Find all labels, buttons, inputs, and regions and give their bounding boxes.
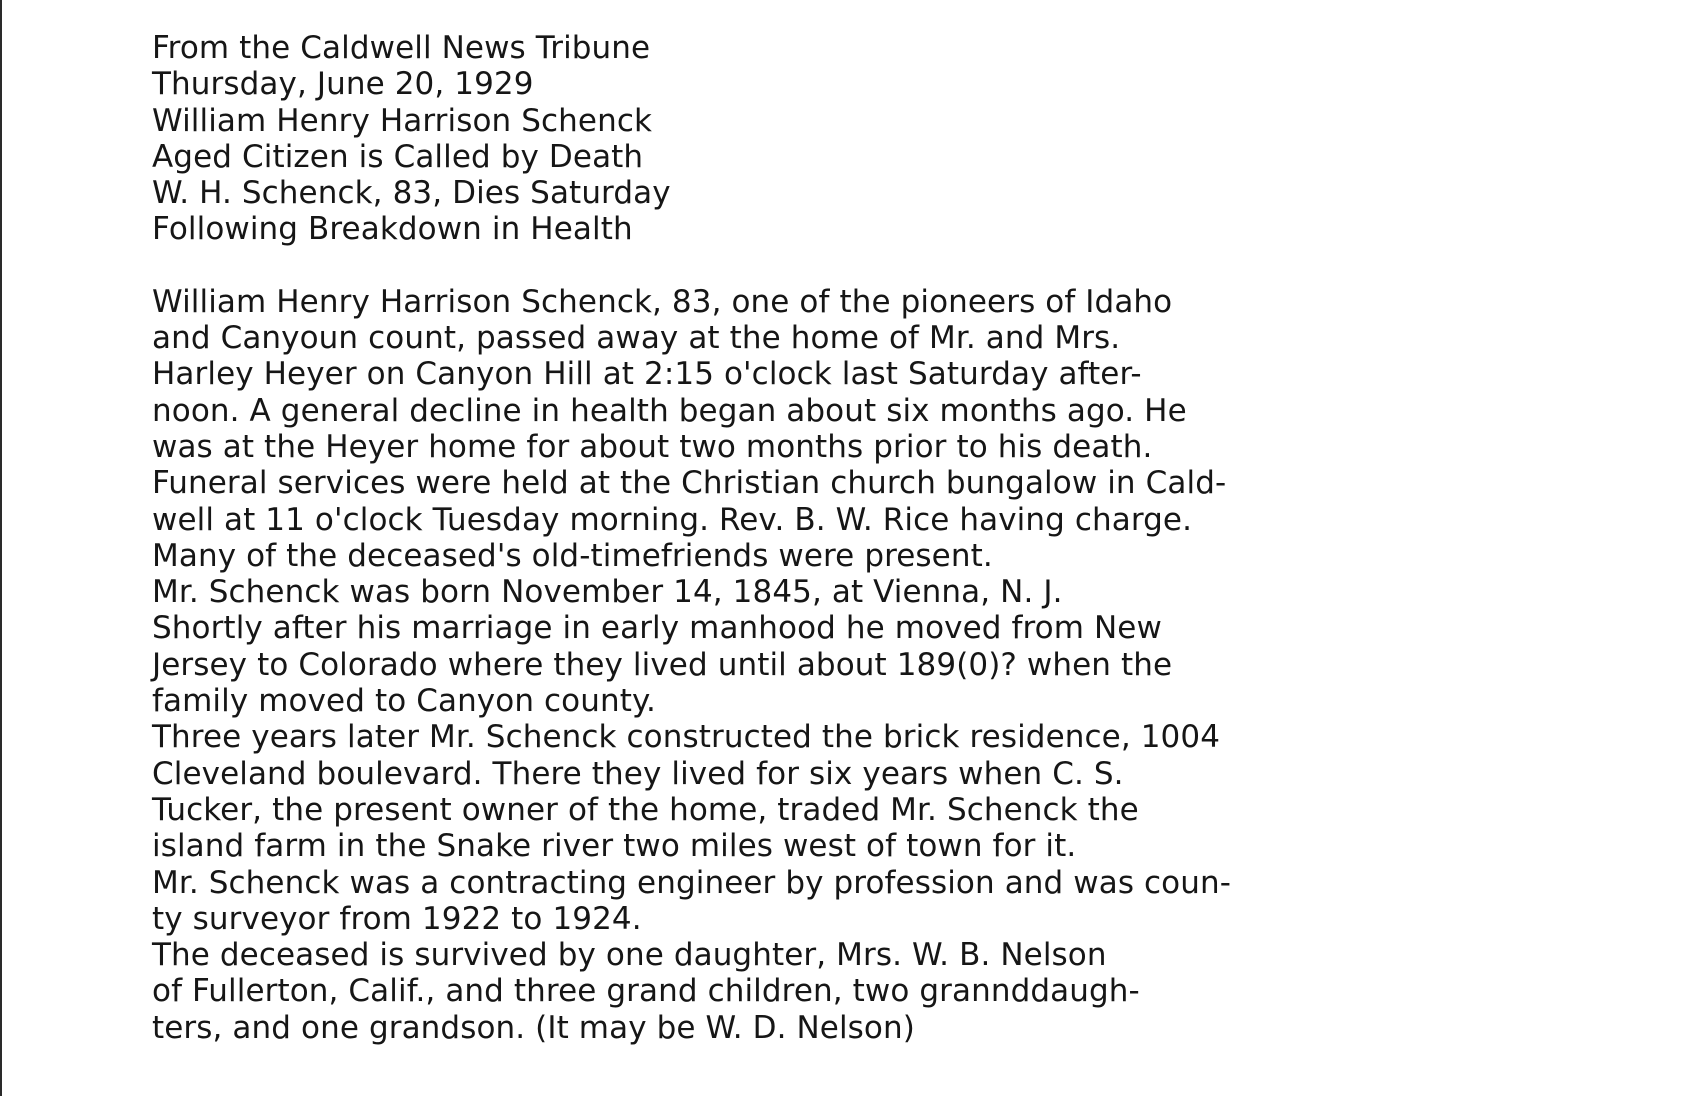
document-page — [152, 30, 1272, 1046]
body-line: was at the Heyer home for about two months prior to his death. — [152, 428, 1153, 465]
body-line: William Henry Harrison Schenck, 83, one of the pioneers of Idaho — [152, 283, 1173, 320]
body-line: family moved to Canyon county. — [152, 683, 656, 720]
page-left-border — [0, 0, 2, 1096]
body-line: The deceased is survived by one daughter, Mrs. W. B. Nelson — [152, 937, 1107, 974]
header-line: W. H. Schenck, 83, Dies Saturday — [152, 175, 671, 212]
header-line: Aged Citizen is Called by Death — [152, 138, 644, 175]
header-line: Thursday, June 20, 1929 — [152, 66, 534, 103]
body-line: and Canyoun count, passed away at the home of Mr. and Mrs. — [152, 320, 1121, 357]
body-line: noon. A general decline in health began about six months ago. He — [152, 392, 1187, 429]
body-line: Cleveland boulevard. There they lived for six years when C. S. — [152, 755, 1124, 792]
header-line: From the Caldwell News Tribune — [152, 30, 651, 66]
body-line: island farm in the Snake river two miles west of town for it. — [152, 828, 1077, 865]
body-line: well at 11 o'clock Tuesday morning. Rev. B. W. Rice having charge. — [152, 501, 1193, 538]
body-line: ters, and one grandson. (It may be W. D. Nelson) — [152, 1009, 915, 1046]
body-line: Mr. Schenck was born November 14, 1845, at Vienna, N. J. — [152, 574, 1063, 611]
header-line: Following Breakdown in Health — [152, 211, 633, 248]
article-body — [152, 284, 1272, 1046]
body-line: Jersey to Colorado where they lived until about 189(0)? when the — [152, 646, 1173, 683]
body-line: Tucker, the present owner of the home, traded Mr. Schenck the — [152, 791, 1139, 828]
body-line: Harley Heyer on Canyon Hill at 2:15 o'clock last Saturday after- — [152, 356, 1142, 393]
article-header — [152, 30, 1272, 248]
body-line: ty surveyor from 1922 to 1924. — [152, 900, 642, 937]
body-line: Many of the deceased's old-timefriends were present. — [152, 537, 993, 574]
body-line: Mr. Schenck was a contracting engineer by profession and was coun- — [152, 864, 1232, 901]
body-line: Funeral services were held at the Christian church bungalow in Cald- — [152, 465, 1227, 502]
body-line: of Fullerton, Calif., and three grand children, two grannddaugh- — [152, 973, 1140, 1010]
body-line: Shortly after his marriage in early manhood he moved from New — [152, 610, 1162, 647]
body-line: Three years later Mr. Schenck constructed the brick residence, 1004 — [152, 719, 1221, 756]
header-line: William Henry Harrison Schenck — [152, 102, 653, 139]
